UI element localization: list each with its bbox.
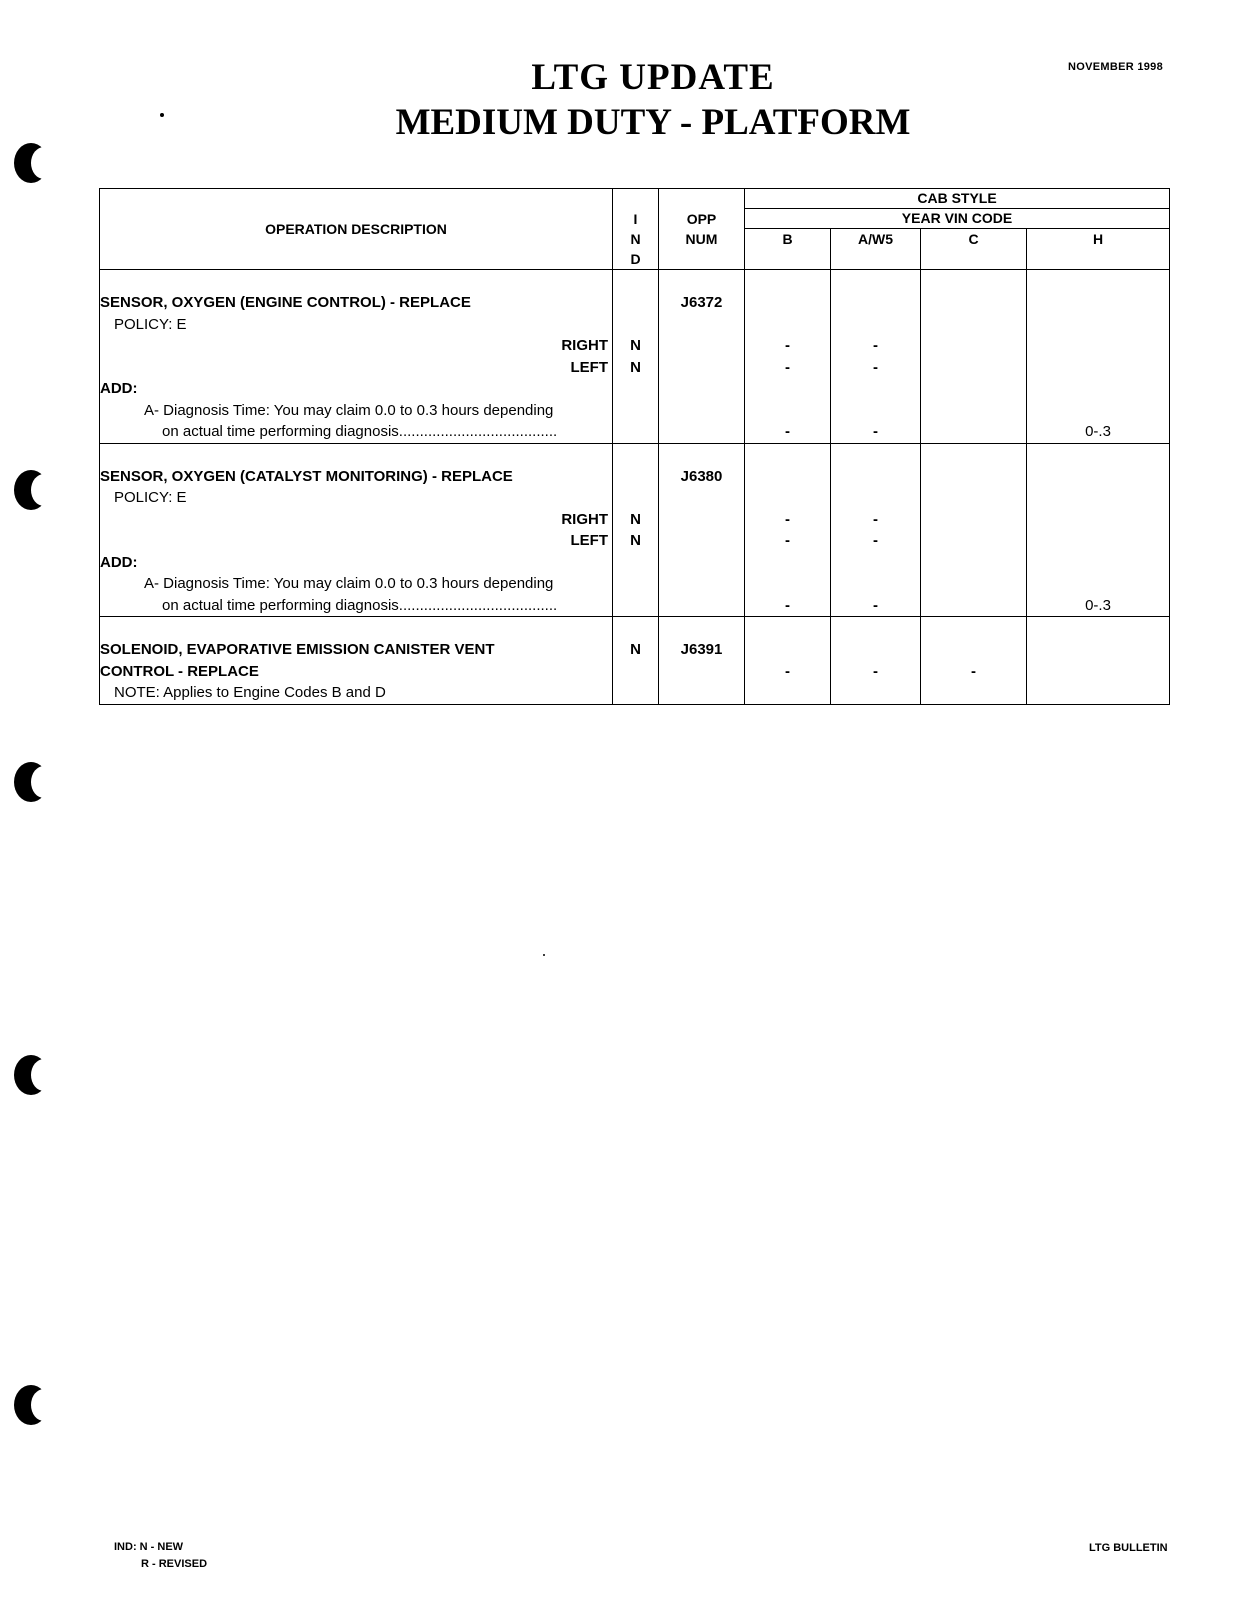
- binder-hole-icon: [14, 470, 48, 510]
- col-b-cell: [745, 443, 831, 617]
- ind-cell: [613, 270, 659, 444]
- add-text-line: on actual time performing diagnosis......................................: [162, 596, 558, 614]
- time-value: -: [971, 662, 976, 680]
- document-title: LTG UPDATE: [531, 57, 775, 98]
- opp-num-value: J6380: [680, 467, 723, 485]
- header-ind-letter: N: [630, 231, 641, 247]
- note-text: NOTE: Applies to Engine Codes B and D: [114, 684, 386, 701]
- ind-cell: [613, 443, 659, 617]
- header-ind-letter: I: [633, 211, 638, 227]
- scan-speck: [543, 954, 545, 956]
- operation-title: SENSOR, OXYGEN (ENGINE CONTROL) - REPLACE: [100, 294, 471, 311]
- add-label: ADD:: [100, 553, 138, 571]
- time-value: -: [873, 662, 878, 680]
- operation-description-cell: [100, 617, 613, 705]
- ind-cell: [613, 617, 659, 705]
- header-cab-style: CAB STYLE: [745, 189, 1170, 209]
- right-label: RIGHT: [561, 510, 608, 528]
- add-text-line: A- Diagnosis Time: You may claim 0.0 to 0.3 hours depending: [144, 575, 554, 592]
- binder-hole-icon: [14, 1055, 48, 1095]
- opp-num-value: J6372: [680, 294, 723, 311]
- add-text-line: A- Diagnosis Time: You may claim 0.0 to 0.3 hours depending: [144, 401, 554, 419]
- binder-hole-icon: [14, 762, 48, 802]
- col-c-cell: [921, 617, 1027, 705]
- col-c-cell: [921, 443, 1027, 617]
- left-label: LEFT: [570, 532, 608, 549]
- time-value: -: [785, 358, 790, 376]
- header-col-aw5: A/W5: [831, 229, 921, 270]
- table-header-row: [100, 189, 1170, 209]
- time-value: -: [785, 662, 790, 680]
- col-h-cell: [1027, 270, 1170, 444]
- operation-title: SOLENOID, EVAPORATIVE EMISSION CANISTER VENT: [100, 641, 495, 658]
- table-row: [100, 617, 1170, 705]
- bulletin-label: LTG BULLETIN: [1089, 1542, 1168, 1554]
- col-aw5-cell: [831, 617, 921, 705]
- opp-num-cell: [659, 270, 745, 444]
- operation-description-cell: [100, 443, 613, 617]
- scan-speck: [160, 113, 164, 117]
- ind-value: N: [630, 510, 641, 528]
- policy-text: POLICY: E: [114, 315, 187, 333]
- time-value: -: [873, 358, 878, 376]
- right-label: RIGHT: [561, 337, 608, 354]
- time-value: -: [873, 423, 878, 440]
- ind-value: N: [630, 641, 641, 658]
- time-value: -: [873, 596, 878, 614]
- operation-description-cell: [100, 270, 613, 444]
- table-row: [100, 270, 1170, 444]
- header-ind-letter: D: [630, 251, 641, 267]
- time-value: -: [873, 532, 878, 549]
- header-col-c: C: [921, 229, 1027, 270]
- col-h-cell: [1027, 443, 1170, 617]
- add-text-line: on actual time performing diagnosis......................................: [162, 423, 558, 440]
- document-date: NOVEMBER 1998: [1068, 61, 1163, 73]
- header-opp-label: OPP: [686, 211, 717, 227]
- opp-num-value: J6391: [680, 641, 723, 658]
- policy-text: POLICY: E: [114, 489, 187, 506]
- time-value: -: [785, 337, 790, 354]
- time-value: 0-.3: [1085, 596, 1111, 614]
- add-label: ADD:: [100, 380, 138, 397]
- left-label: LEFT: [570, 358, 608, 376]
- time-value: 0-.3: [1085, 423, 1111, 440]
- binder-hole-icon: [14, 143, 48, 183]
- header-col-h: H: [1027, 229, 1170, 270]
- ind-legend-new: IND: N - NEW: [114, 1541, 184, 1553]
- header-year-vin-code: YEAR VIN CODE: [745, 209, 1170, 229]
- binder-hole-icon: [14, 1385, 48, 1425]
- col-aw5-cell: [831, 270, 921, 444]
- header-opp-num: [659, 189, 745, 270]
- opp-num-cell: [659, 443, 745, 617]
- col-aw5-cell: [831, 443, 921, 617]
- time-value: -: [785, 532, 790, 549]
- ind-value: N: [630, 532, 641, 549]
- operation-title: SENSOR, OXYGEN (CATALYST MONITORING) - REPLACE: [100, 467, 513, 485]
- header-col-b: B: [745, 229, 831, 270]
- time-value: -: [785, 596, 790, 614]
- ind-value: N: [630, 358, 641, 376]
- col-h-cell: [1027, 617, 1170, 705]
- time-value: -: [785, 510, 790, 528]
- col-b-cell: [745, 270, 831, 444]
- document-subtitle: MEDIUM DUTY - PLATFORM: [395, 102, 911, 143]
- header-num-label: NUM: [685, 231, 718, 247]
- col-c-cell: [921, 270, 1027, 444]
- ind-value: N: [630, 337, 641, 354]
- header-operation-description: OPERATION DESCRIPTION: [100, 189, 613, 270]
- operation-title: CONTROL - REPLACE: [100, 662, 259, 680]
- time-value: -: [873, 510, 878, 528]
- table-row: [100, 443, 1170, 617]
- labor-operations-table: [99, 188, 1170, 705]
- ind-legend-revised: R - REVISED: [141, 1558, 208, 1570]
- time-value: -: [873, 337, 878, 354]
- col-b-cell: [745, 617, 831, 705]
- header-ind: [613, 189, 659, 270]
- opp-num-cell: [659, 617, 745, 705]
- time-value: -: [785, 423, 790, 440]
